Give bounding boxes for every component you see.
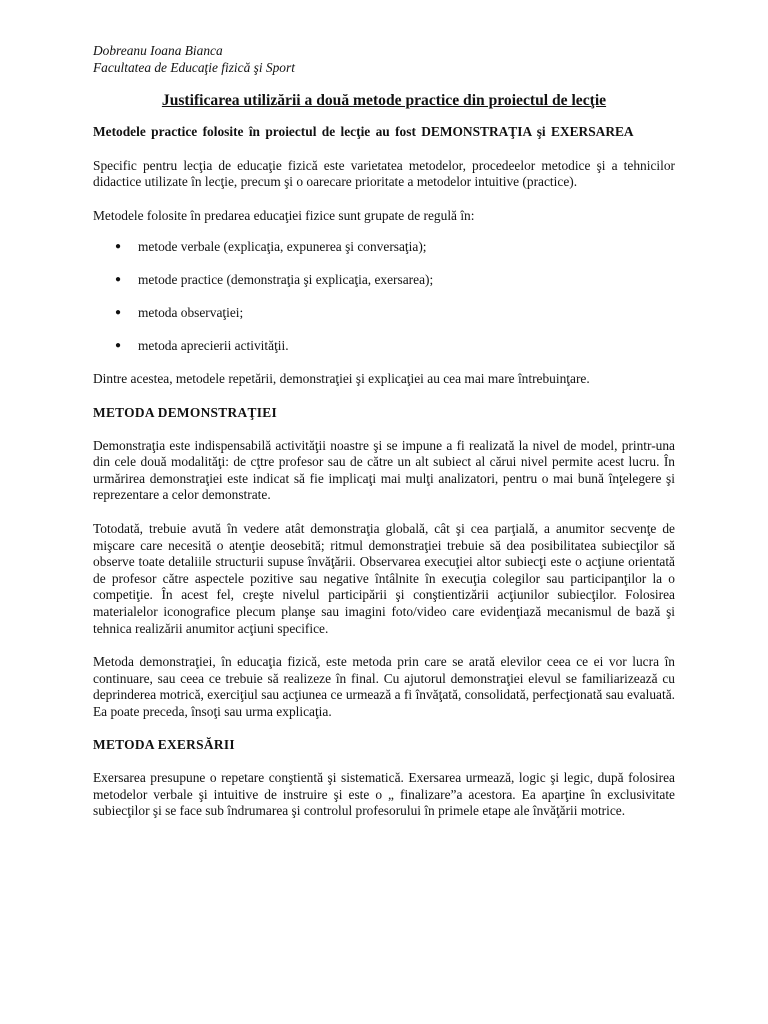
list-item-text: metoda aprecierii activităţii. xyxy=(138,338,289,354)
list-item-text: metode practice (demonstraţia şi explicaţia, exersarea); xyxy=(138,272,434,288)
document-page xyxy=(93,42,675,820)
exersare-paragraph-1: Exersarea presupune o repetare conştientă şi sistematică. Exersarea urmează, logic şi legic, după folosirea metodelor verbale şi intuitive de instruire şi este o „ finalizare”a acestora. Ea aparţine în exclusivitate subiecţilor şi se face sub îndrumarea şi controlul profesorului în primele etape ale învăţării motrice. xyxy=(93,770,675,819)
intro-paragraph-3: Dintre acestea, metodele repetării, demonstraţiei şi explicaţiei au cea mai mare întrebuinţare. xyxy=(93,371,590,387)
bullet-icon: ● xyxy=(115,340,122,352)
demo-paragraph-1: Demonstraţia este indispensabilă activităţii noastre şi se impune a fi realizată la nivel de model, printr-una din cele două modalităţi: de cţtre profesor sau de către un alt subiect al cărui nivel permite acest lucru. În urmărirea demonstraţiei este indicat să fie implicaţi mai mulţi analizatori, pentru o mai bună înţelegere şi reprezentare a celor demonstrate. xyxy=(93,437,675,503)
list-item xyxy=(93,305,675,322)
section-heading-demonstratie: METODA DEMONSTRAŢIEI xyxy=(93,404,277,420)
list-item-text: metode verbale (explicaţia, expunerea şi conversaţia); xyxy=(138,239,427,255)
bullet-icon: ● xyxy=(115,274,122,286)
methods-list xyxy=(93,239,675,355)
demo-paragraph-2: Totodată, trebuie avută în vedere atât demonstraţia globală, cât şi cea parţială, a anumitor secvenţe de mişcare care necesită o atenţie deosebită; ritmul demonstraţiei trebuie să dea posibilitatea subiecţilor să observe toate detaliile structurii supuse învăţării. Observarea execuţiei altor subiecţi este o acţiune orientată de profesor către aspectele pozitive sau negative întâlnite în execuţia colegilor sau participanţilor la o competiţie. În acest fel, creşte nivelul participării şi conştientizării acţiunilor subiecţilor. Folosirea materialelor iconografice plecum planşe sau imagini foto/video care evidenţiază mecanismul de bază şi tehnica realizării anumitor acţiuni specifice. xyxy=(93,520,675,636)
section-heading-exersare: METODA EXERSĂRII xyxy=(93,737,235,753)
list-item xyxy=(93,272,675,289)
document-title: Justificarea utilizării a două metode practice din proiectul de lecţie xyxy=(161,92,607,109)
list-item-text: metoda observaţiei; xyxy=(138,305,244,321)
author-name: Dobreanu Ioana Bianca xyxy=(93,43,223,58)
list-item xyxy=(93,338,675,355)
document-subtitle: Metodele practice folosite în proiectul de lecţie au fost DEMONSTRAŢIA şi EXERSAREA xyxy=(93,124,634,139)
demo-paragraph-3: Metoda demonstraţiei, în educaţia fizică, este metoda prin care se arată elevilor ceea ce ei vor lucra în continuare, sau ceea ce trebuie să realizeze în final. Cu ajutorul demonstraţiei elevul se familiarizează cu deprinderea motrică, exerciţiul sau acţiunea ce urmează a fi învăţată, consolidată, perfecţionată sau evaluată. Ea poate preceda, însoţi sau urma explicaţia. xyxy=(93,654,675,719)
intro-paragraph-1: Specific pentru lecţia de educaţie fizică este varietatea metodelor, procedeelor metodice şi a tehnicilor didactice utilizate în lecţie, precum şi o oarecare prioritate a metodelor intuitive (practice). xyxy=(93,157,675,190)
bullet-icon: ● xyxy=(115,241,122,253)
bullet-icon: ● xyxy=(115,307,122,319)
list-item xyxy=(93,239,675,256)
faculty-name: Facultatea de Educaţie fizică şi Sport xyxy=(93,60,295,75)
intro-paragraph-2: Metodele folosite în predarea educaţiei fizice sunt grupate de regulă în: xyxy=(93,207,475,223)
